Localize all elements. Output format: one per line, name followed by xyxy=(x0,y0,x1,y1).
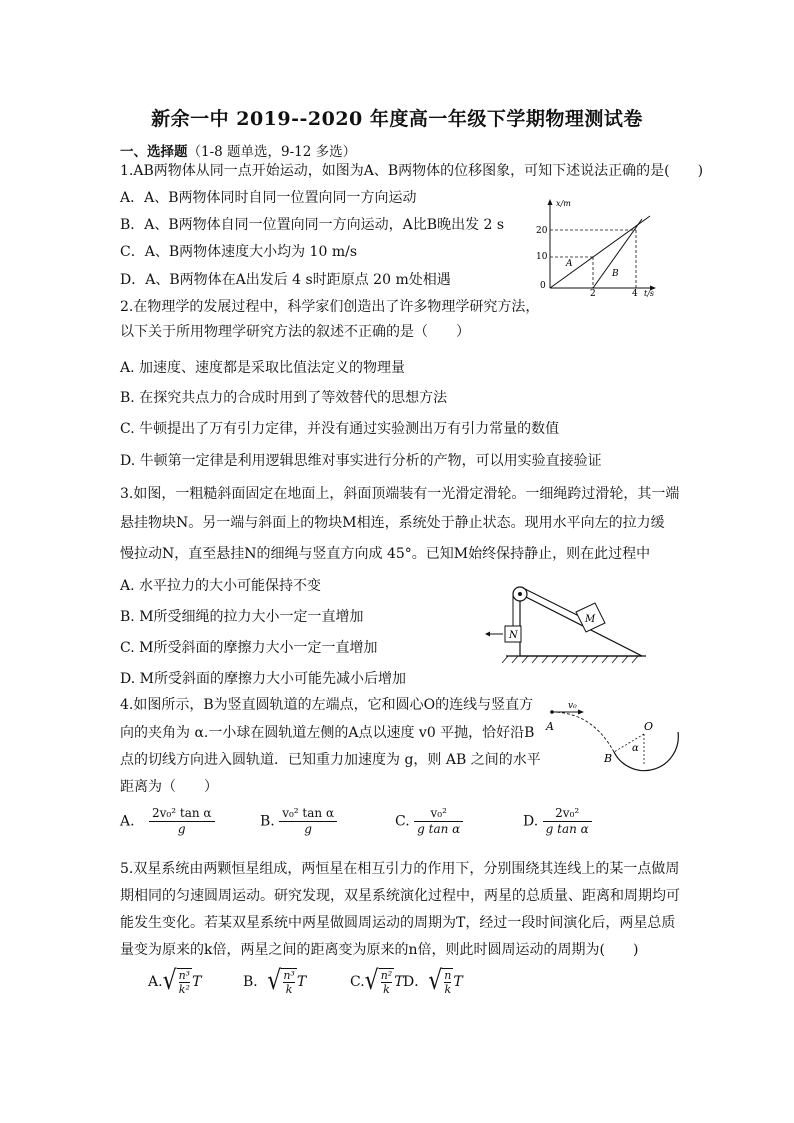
q4-option-d-label: D. xyxy=(523,813,539,830)
q5-option-c-den: k xyxy=(383,983,390,996)
q1-option-a: A．A、B两物体同时自同一位置向同一方向运动 xyxy=(120,190,417,206)
q3-option-b: B. M所受细绳的拉力大小一定一直增加 xyxy=(120,609,364,625)
q4-option-c-fraction xyxy=(414,806,463,837)
q5-option-c-tail: T xyxy=(394,974,404,990)
label-v0: v₀ xyxy=(568,701,577,711)
q2-option-c: C. 牛顿提出了万有引力定律，并没有通过实验测出万有引力常量的数值 xyxy=(120,421,560,437)
label-alpha: α xyxy=(632,743,639,754)
q5-option-b-den: k xyxy=(285,983,293,996)
q1-position-time-graph xyxy=(528,196,668,300)
y-tick-10: 10 xyxy=(536,252,548,262)
label-a: A xyxy=(566,259,573,269)
trajectory xyxy=(552,712,614,752)
rope-to-m xyxy=(523,588,579,616)
q4-option-a-den: g xyxy=(177,822,186,836)
line-a xyxy=(550,216,650,288)
velocity-arrowhead xyxy=(578,710,584,715)
q4-option-b-label: B. xyxy=(260,813,275,830)
section-note: （1-8 题单选，9-12 多选） xyxy=(187,144,357,160)
q5-stem-line4: 量变为原来的k倍，两星之间的距离变为原来的n倍，则此时圆周运动的周期为( ) xyxy=(120,942,639,958)
q4-option-b-den: g xyxy=(304,822,312,836)
q5-option-a-num: n³ xyxy=(178,969,191,982)
y-axis-arrow xyxy=(548,199,553,205)
q2-stem-line2: 以下关于所用物理学研究方法的叙述不正确的是（ ） xyxy=(120,324,470,340)
q2-option-b: B. 在探究共点力的合成时用到了等效替代的思想方法 xyxy=(120,390,448,406)
q5-option-c xyxy=(350,968,404,996)
q5-option-c-label: C. xyxy=(350,974,365,990)
x-axis-label: t/s xyxy=(644,289,655,298)
q5-option-a xyxy=(148,968,201,996)
pulley-axle xyxy=(518,592,522,596)
q4-stem-line2: 向的夹角为 α.一小球在圆轨道左侧的A点以速度 v0 平抛，恰好沿B xyxy=(120,725,535,741)
q1-option-c: C．A、B两物体速度大小均为 10 m/s xyxy=(120,244,358,260)
q4-option-d xyxy=(523,806,592,837)
q5-option-d-tail: T xyxy=(453,974,463,990)
q3-stem-line3: 慢拉动N，直至悬挂N的细绳与竖直方向成 45°。已知M始终保持静止，则在此过程中 xyxy=(120,546,651,562)
q4-option-c-num: v₀² xyxy=(414,806,463,822)
q2-option-a: A. 加速度、速度都是采取比值法定义的物理量 xyxy=(120,360,406,376)
origin-label: 0 xyxy=(540,281,546,291)
q4-option-c xyxy=(395,806,463,837)
q5-option-b-label: B． xyxy=(243,974,268,990)
q5-stem-line1: 5.双星系统由两颗恒星组成，两恒星在相互引力的作用下，分别围绕其连线上的某一点做周 xyxy=(120,861,680,877)
q2-option-d: D. 牛顿第一定律是利用逻辑思维对事实进行分析的产物，可以用实验直接验证 xyxy=(120,453,602,469)
q5-option-b-root: √ $\frac{\text{n³}}{k}$ xyxy=(267,966,295,997)
q2-stem-line1: 2.在物理学的发展过程中，科学家们创造出了许多物理学研究方法， xyxy=(120,299,540,315)
q5-option-d-label: D． xyxy=(403,974,429,990)
q3-option-c: C. M所受斜面的摩擦力大小一定一直增加 xyxy=(120,640,378,656)
q5-option-c-num: n² xyxy=(380,969,393,982)
q5-option-b-num: n³ xyxy=(283,969,295,982)
section-title: 一、选择题 xyxy=(120,144,188,160)
q4-projectile-track-figure xyxy=(542,696,682,780)
q3-option-a: A. 水平拉力的大小可能保持不变 xyxy=(120,578,322,594)
q4-option-b xyxy=(260,806,337,837)
q4-option-a-fraction xyxy=(149,806,214,837)
y-axis-label: x/m xyxy=(556,199,571,208)
q3-stem-line1: 3.如图，一粗糙斜面固定在地面上，斜面顶端装有一光滑定滑轮。一细绳跨过滑轮，其一端 xyxy=(120,486,680,502)
incline xyxy=(520,594,642,656)
x-tick-4: 4 xyxy=(632,289,638,299)
q5-option-a-tail: T xyxy=(192,974,202,990)
page-title: 新余一中 2019--2020 年度高一年级下学期物理测试卷 xyxy=(151,108,643,130)
q4-option-d-num: 2v₀² xyxy=(543,806,592,822)
q5-stem-line3: 能发生变化。若某双星系统中两星做圆周运动的周期为T，经过一段时间演化后，两星总质 xyxy=(120,915,676,931)
q5-option-b xyxy=(243,968,306,996)
q1-option-b: B．A、B两物体自同一位置向同一方向运动，A比B晚出发 2 s xyxy=(120,217,505,233)
q5-option-a-root: √ $\frac{\text{n³}}{\text{k²}}$ xyxy=(162,966,191,997)
q3-option-d: D. M所受斜面的摩擦力大小可能先减小后增加 xyxy=(120,671,406,687)
q4-option-d-fraction xyxy=(543,806,592,837)
q4-stem-line4: 距离为（ ） xyxy=(120,779,218,795)
label-b: B xyxy=(604,752,613,765)
q4-option-c-label: C. xyxy=(395,813,410,830)
q4-option-c-den: g tan α xyxy=(417,822,461,836)
q5-option-d-den: k xyxy=(444,983,452,996)
section-heading xyxy=(120,140,356,160)
circular-track xyxy=(614,732,678,771)
label-a: A xyxy=(546,720,554,733)
ground-hatch xyxy=(502,656,638,663)
q1-option-d: D．A、B两物体在A出发后 4 s时距原点 20 m处相遇 xyxy=(120,272,451,288)
q5-option-c-root: √ $\frac{\text{n²}}{k}$ xyxy=(364,966,393,997)
radius-ob xyxy=(614,734,644,752)
label-n: N xyxy=(509,630,518,641)
y-tick-20: 20 xyxy=(536,226,548,236)
q5-option-a-den: k² xyxy=(178,983,190,996)
q1-stem: 1.AB两物体从同一点开始运动，如图为A、B两物体的位移图象，可知下述说法正确的是( ) xyxy=(120,163,704,179)
q4-option-a-num: 2v₀² tan α xyxy=(149,806,214,822)
q5-stem-line2: 期相同的匀速圆周运动。研究发现，双星系统演化过程中，两星的总质量、距离和周期均可 xyxy=(120,888,680,904)
q4-stem-line3: 点的切线方向进入圆轨道．已知重力加速度为 g，则 AB 之间的水平 xyxy=(120,752,541,768)
q5-option-d-num: n xyxy=(444,969,452,982)
q4-option-b-num: v₀² tan α xyxy=(279,806,337,822)
x-tick-2: 2 xyxy=(590,289,596,299)
label-m: M xyxy=(585,614,596,625)
q5-option-d xyxy=(403,968,463,996)
label-o: O xyxy=(644,720,654,733)
label-b: B xyxy=(612,269,619,279)
q4-option-a xyxy=(120,806,215,837)
q4-option-b-fraction xyxy=(279,806,337,837)
q5-option-d-root: √ $\frac{n}{k}$ xyxy=(428,966,452,997)
q4-option-d-den: g tan α xyxy=(545,822,589,836)
q4-stem-line1: 4.如图所示，B为竖直圆轨道的左端点，它和圆心O的连线与竖直方 xyxy=(120,697,534,713)
q3-incline-pulley-figure xyxy=(476,580,656,664)
q4-option-a-label: A. xyxy=(120,813,135,830)
q5-option-b-tail: T xyxy=(296,974,307,990)
q5-option-a-label: A. xyxy=(148,974,163,990)
q3-stem-line2: 悬挂物块N。另一端与斜面上的物块M相连，系统处于静止状态。现用水平向左的拉力缓 xyxy=(120,515,665,531)
pull-arrowhead xyxy=(485,632,490,637)
